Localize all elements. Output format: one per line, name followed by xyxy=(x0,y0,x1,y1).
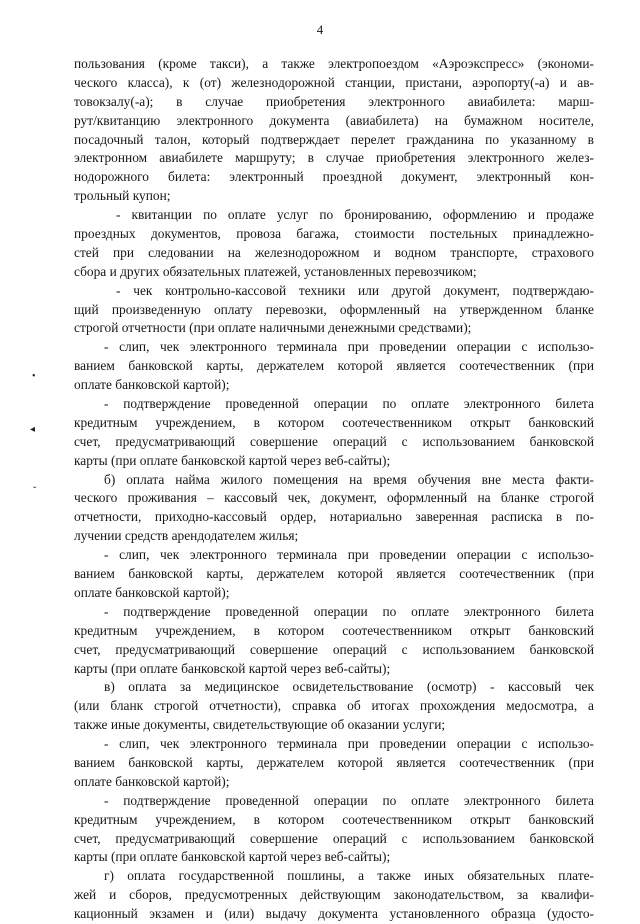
text-line: счет, предусматривающий совершение операций с использованием банковской xyxy=(74,830,594,846)
text-line: рут/квитанцию электронного документа (авиабилета) на бумажном носителе, xyxy=(74,112,594,128)
text-line: ванием банковской карты, держателем которой является соотечественник (при xyxy=(74,566,594,582)
text-line: жей и сборов, предусмотренных действующим законодательством, за квалифи- xyxy=(74,887,594,903)
text-line: трольный купон; xyxy=(74,188,171,204)
text-line: ванием банковской карты, держателем которой является соотечественник (при xyxy=(74,358,594,374)
text-line: карты (при оплате банковской картой через веб-сайты); xyxy=(74,660,391,676)
text-line: пользования (кроме такси), а также электропоездом «Аэроэкспресс» (экономи- xyxy=(74,56,594,71)
text-line: карты (при оплате банковской картой через веб-сайты); xyxy=(74,452,391,468)
text-line: оплате банковской картой); xyxy=(74,377,230,393)
text-line: - слип, чек электронного терминала при проведении операции с использо- xyxy=(104,736,594,752)
page-number: 4 xyxy=(316,22,324,37)
text-line: кредитным учреждением, в котором соотечественником открыт банковский xyxy=(74,811,594,827)
text-line: оплате банковской картой); xyxy=(74,773,230,789)
text-line: счет, предусматривающий совершение операций с использованием банковской xyxy=(74,433,594,449)
text-line: отчетности, приходно-кассовый ордер, нотариально заверенная расписка в по- xyxy=(74,509,594,525)
text-line: карты (при оплате банковской картой через веб-сайты); xyxy=(74,849,391,865)
text-line: - чек контрольно-кассовой техники или другой документ, подтверждаю- xyxy=(116,282,594,298)
text-line: посадочный талон, который подтверждает перелет гражданина по указанному в xyxy=(74,131,594,147)
text-line: товокзалу(-а); в случае приобретения электронного авиабилета: марш- xyxy=(74,93,594,109)
text-line: сбора и других обязательных платежей, установленных перевозчиком; xyxy=(74,263,477,279)
text-line: нодорожного билета: электронный проездной документ, электронный кон- xyxy=(74,169,594,185)
text-line: проездных документов, провоза багажа, стоимости постельных принадлежно- xyxy=(74,226,594,242)
text-line: - подтверждение проведенной операции по оплате электронного билета xyxy=(104,396,594,412)
text-line: электронном авиабилете маршруту; в случае приобретения электронного желез- xyxy=(74,150,594,166)
text-line: стей при следовании на железнодорожном и водном транспорте, страхового xyxy=(74,244,594,260)
scan-speck: • xyxy=(32,371,36,382)
text-line: ванием банковской карты, держателем которой является соотечественник (при xyxy=(74,754,594,770)
text-line: кредитным учреждением, в котором соотечественником открыт банковский xyxy=(74,414,594,430)
text-line: (или бланк строгой отчетности), справка об итогах прохождения медосмотра, а xyxy=(74,698,594,714)
text-line: б) оплата найма жилого помещения на время обучения вне места факти- xyxy=(104,471,594,487)
scan-speck: ˇ xyxy=(33,486,37,497)
text-line: щий произведенную оплату перевозки, оформленный на утвержденном бланке xyxy=(74,301,594,317)
text-line: также иные документы, свидетельствующие об оказании услуги; xyxy=(74,717,446,733)
scan-speck: ◂ xyxy=(30,424,36,435)
text-line: лучении средств арендодателем жилья; xyxy=(74,528,299,544)
text-line: ческого проживания – кассовый чек, документ, оформленный на бланке строгой xyxy=(74,490,594,506)
text-line: - слип, чек электронного терминала при проведении операции с использо- xyxy=(104,339,594,355)
text-line: - подтверждение проведенной операции по оплате электронного билета xyxy=(104,792,594,808)
text-line: кредитным учреждением, в котором соотечественником открыт банковский xyxy=(74,622,594,638)
text-line: г) оплата государственной пошлины, а также иных обязательных плате- xyxy=(104,868,594,884)
text-line: - квитанции по оплате услуг по бронированию, оформлению и продаже xyxy=(116,207,594,223)
text-line: кационный экзамен и (или) выдачу документа установленного образца (удосто- xyxy=(74,906,594,922)
document-body xyxy=(74,55,594,924)
text-line: в) оплата за медицинское освидетельствование (осмотр) - кассовый чек xyxy=(104,679,594,695)
text-line: - слип, чек электронного терминала при проведении операции с использо- xyxy=(104,547,594,563)
text-line: - подтверждение проведенной операции по оплате электронного билета xyxy=(104,603,594,619)
text-line: оплате банковской картой); xyxy=(74,584,230,600)
text-line: счет, предусматривающий совершение операций с использованием банковской xyxy=(74,641,594,657)
text-line: ческого класса), к (от) железнодорожной станции, пристани, аэропорту(-а) и ав- xyxy=(74,74,594,90)
text-line: строгой отчетности (при оплате наличными денежными средствами); xyxy=(74,320,472,336)
